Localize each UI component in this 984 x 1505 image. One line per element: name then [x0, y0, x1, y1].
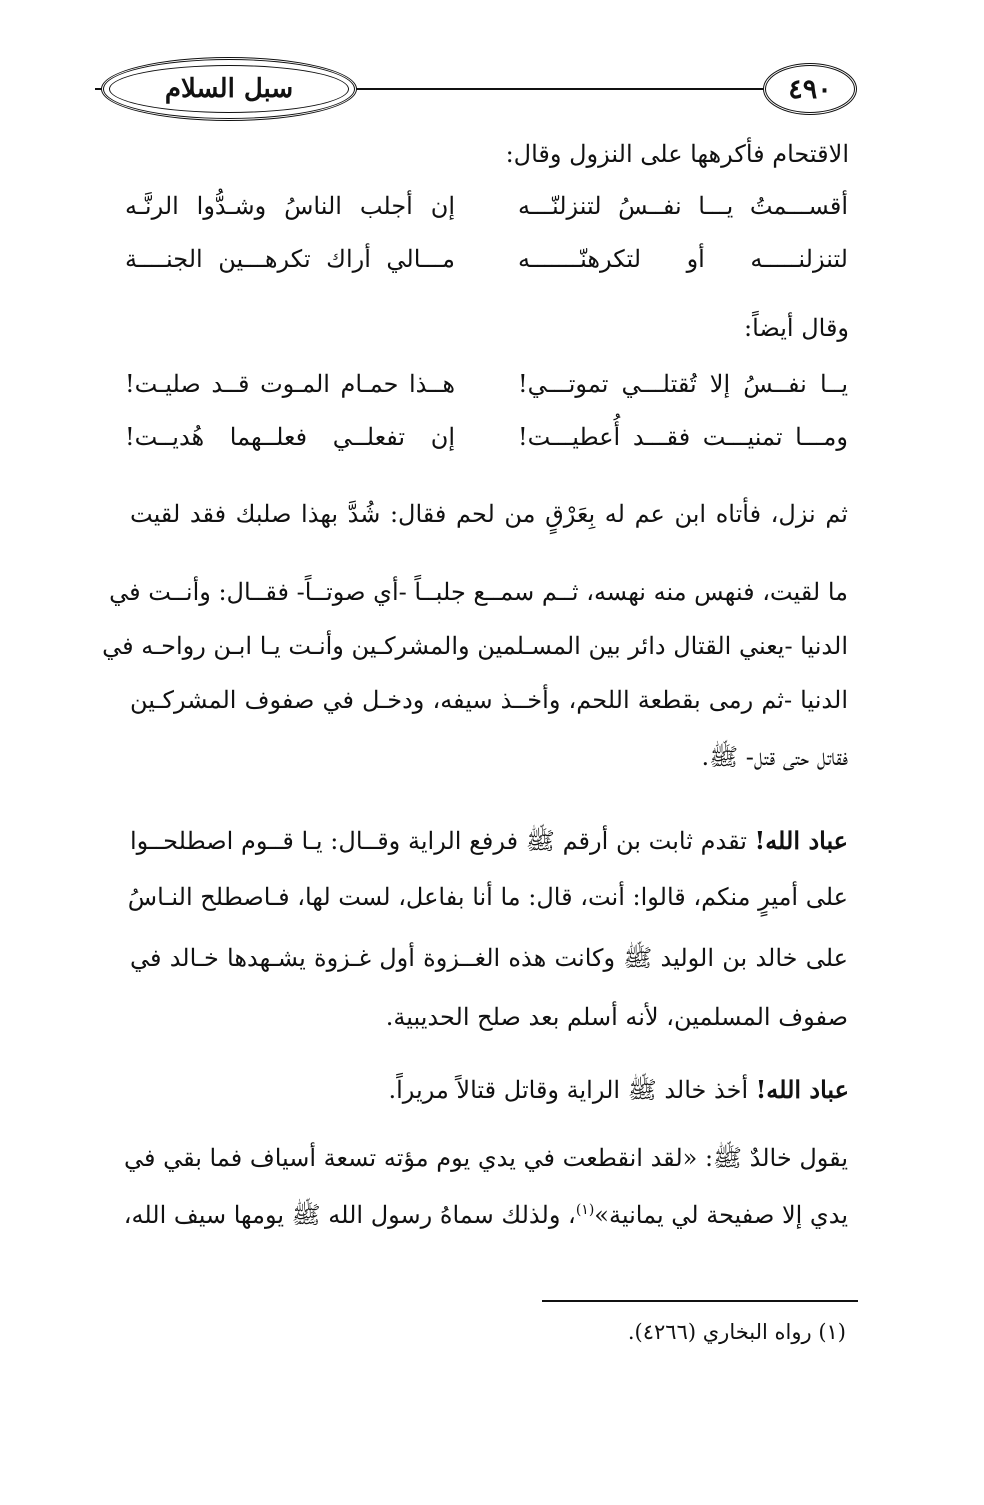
footnote-ref: (١)	[575, 1202, 595, 1218]
footnote-separator	[542, 1300, 858, 1302]
para2-line-1	[130, 826, 848, 861]
para2-line-1-text: تقدم ثابت بن أرقم ﷺ فرفع الراية وقــال: يـا قــوم اصطلحــوا	[130, 827, 755, 855]
para1-line-4: الدنيا -ثم رمى بقطعة اللحم، وأخــذ سيفه، ودخـل في صفوف المشركـين	[130, 686, 848, 714]
poem1-verse-2-first-hemistich: لتنزلنـــــه أو لتكرهنّـــــــه	[518, 245, 848, 273]
poem1-verse-2-second-hemistich: مـــالي أراك تكرهـــين الجنــــة	[125, 245, 455, 273]
para1-line-5: فقاتل حتى قتل- ﷺ.	[701, 743, 848, 771]
poem1-verse-1-first-hemistich: أقســـمتُ يـــا نفــسُ لتنزلنّـــه	[518, 192, 848, 220]
para4-line-2	[123, 1200, 848, 1235]
poem2-verse-1-first-hemistich: يــا نفــسُ إلا تُقتلـــي تموتـــي!	[518, 370, 848, 398]
poem2-verse-1-second-hemistich: هــذا حمـام المـوت قــد صليـت!	[125, 370, 455, 398]
poem2-verse-2	[125, 423, 848, 463]
poem1-verse-2	[125, 245, 848, 285]
also-said-line: وقال أيضاً:	[744, 314, 849, 342]
book-title-cartouche	[101, 57, 357, 121]
para3-text: أخذ خالد ﷺ الراية وقاتل قتالاً مريراً.	[388, 1076, 756, 1104]
page-number: ٤٩٠	[788, 73, 832, 105]
page-number-cartouche	[763, 63, 857, 115]
page-header	[95, 55, 855, 123]
poem2-verse-2-first-hemistich: ومـــا تمنيـــت فقـــد أُعطيـــت!	[518, 423, 848, 451]
para3-line	[388, 1075, 849, 1110]
para2-lead: عباد الله!	[754, 826, 849, 855]
para2-line-3: على خالد بن الوليد ﷺ وكانت هذه الغــزوة أول غـزوة يشـهدها خـالد في	[130, 944, 848, 972]
para1-line-2: ما لقيت، فنهس منه نهسه، ثــم سمــع جلبــاً -أي صوتــاً- فقــال: وأنــت في	[109, 578, 848, 606]
footnote: (١) رواه البخاري (٤٢٦٦).	[627, 1320, 846, 1344]
poem1-verse-1-second-hemistich: إن أجلب الناسُ وشـدُّوا الرنَّـه	[125, 192, 455, 220]
para3-lead: عباد الله!	[755, 1075, 849, 1104]
para4-line-2-quote: يدي إلا صفيحة لي يمانية»	[594, 1201, 848, 1229]
intro-line: الاقتحام فأكرهها على النزول وقال:	[505, 140, 849, 168]
poem1-verse-1	[125, 192, 848, 232]
para2-line-2: على أميرٍ منكم، قالوا: أنت، قال: ما أنا بفاعل، لست لها، فـاصطلح النـاسُ	[127, 883, 848, 911]
para4-line-1: يقول خالدٌ ﷺ: «لقد انقطعت في يدي يوم مؤته تسعة أسياف فما بقي في	[123, 1144, 848, 1172]
para4-line-2-rest: ، ولذلك سماهُ رسول الله ﷺ يومها سيف الله،	[123, 1201, 576, 1229]
book-title: سبل السلام	[164, 74, 294, 104]
para2-line-4: صفوف المسلمين، لأنه أسلم بعد صلح الحديبية.	[385, 1003, 848, 1031]
para1-line-1: ثم نزل، فأتاه ابن عم له بِعَرْقٍ من لحم فقال: شُدَّ بهذا صلبك فقد لقيت	[130, 500, 848, 528]
poem2-verse-2-second-hemistich: إن تفعلــي فعلــهما هُديــت!	[125, 423, 455, 451]
poem2-verse-1	[125, 370, 848, 410]
para1-line-3: الدنيا -يعني القتال دائر بين المسـلمين والمشركـين وأنـت يـا ابـن رواحـه في	[102, 632, 848, 660]
